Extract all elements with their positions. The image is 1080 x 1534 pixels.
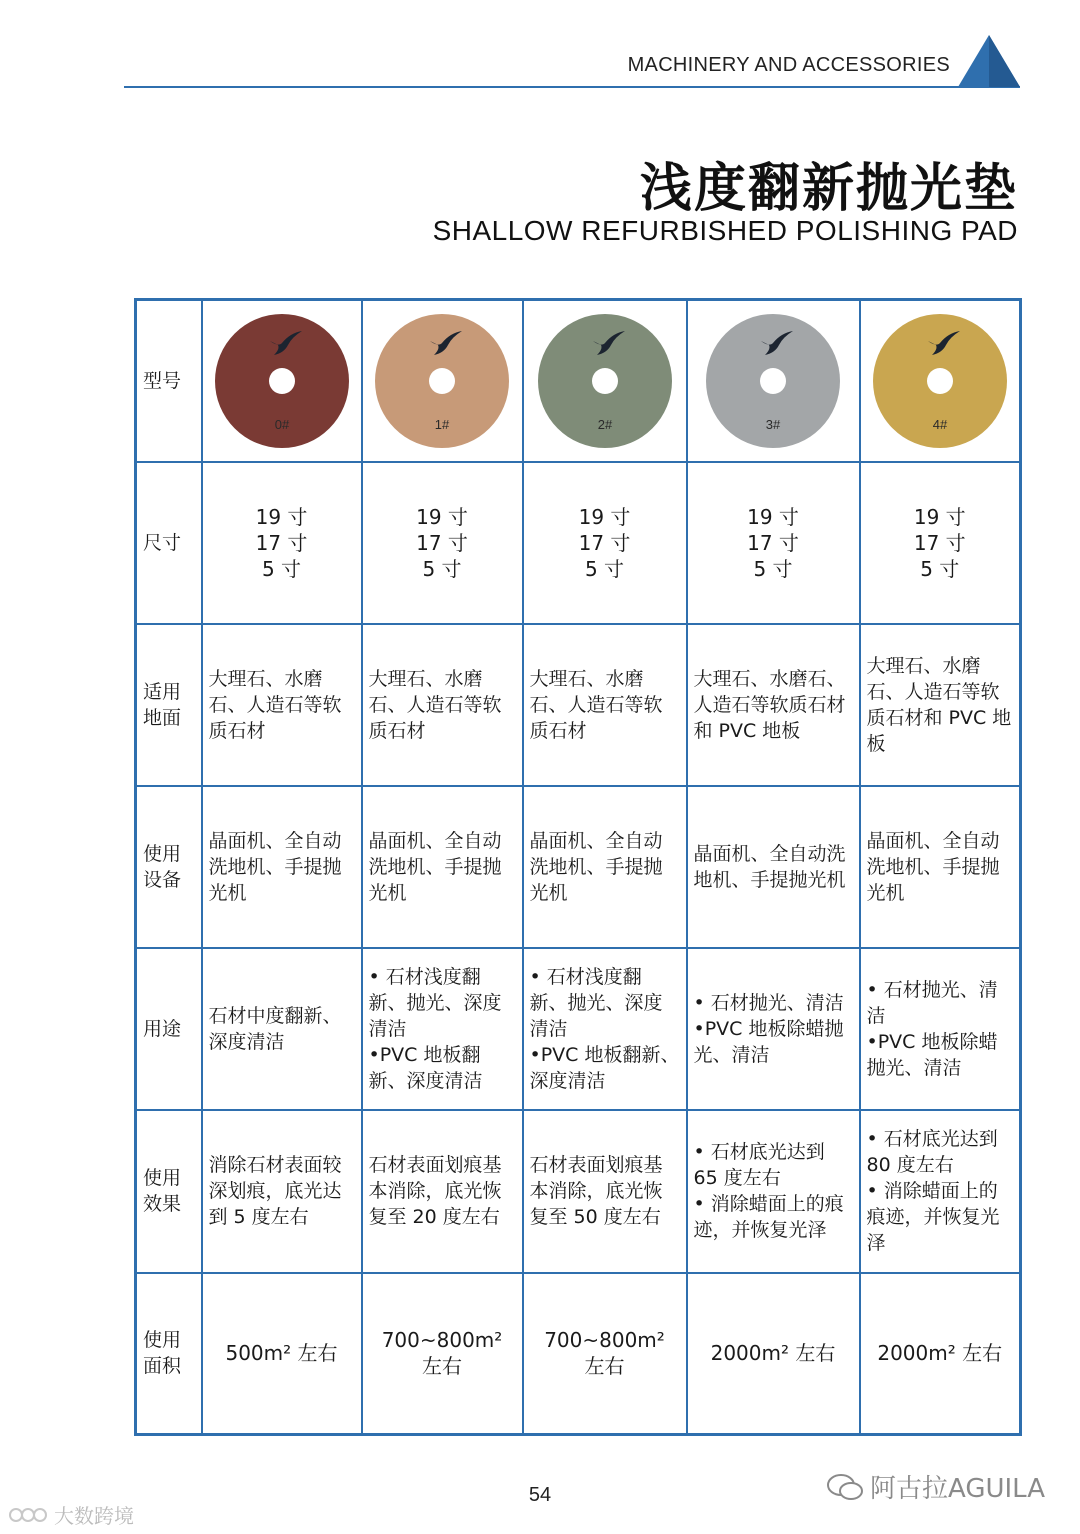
pad-image — [369, 311, 516, 451]
polishing-pad-icon — [372, 311, 512, 451]
row-effect — [136, 1110, 1021, 1273]
pad-cell — [202, 300, 362, 462]
equipment-cell: 晶面机、全自动洗地机、手提抛光机 — [523, 786, 687, 948]
equipment-cell: 晶面机、全自动洗地机、手提抛光机 — [202, 786, 362, 948]
size-cell: 19 寸 17 寸 5 寸 — [523, 462, 687, 624]
row-label-model: 型号 — [136, 300, 202, 462]
row-equipment — [136, 786, 1021, 948]
effect-cell: 消除石材表面较深划痕，底光达到 5 度左右 — [202, 1110, 362, 1273]
equipment-cell: 晶面机、全自动洗地机、手提抛光机 — [362, 786, 523, 948]
area-cell: 2000m² 左右 — [860, 1273, 1021, 1435]
row-surface — [136, 624, 1021, 786]
page-number: 54 — [528, 1484, 552, 1506]
pad-grade-label: 3# — [765, 416, 781, 432]
pad-cell — [523, 300, 687, 462]
pad-grade-label: 1# — [434, 416, 450, 432]
use-cell: • 石材抛光、清洁 •PVC 地板除蜡抛光、清洁 — [687, 948, 860, 1110]
row-size — [136, 462, 1021, 624]
watermark-left — [8, 1500, 134, 1529]
pad-cell — [687, 300, 860, 462]
size-cell: 19 寸 17 寸 5 寸 — [362, 462, 523, 624]
row-label-effect: 使用 效果 — [136, 1110, 202, 1273]
header-rule — [124, 86, 1020, 88]
section-header: MACHINERY AND ACCESSORIES — [627, 54, 950, 76]
pad-image — [209, 311, 355, 451]
row-label-size: 尺寸 — [136, 462, 202, 624]
area-cell: 700~800m² 左右 — [523, 1273, 687, 1435]
pad-grade-label: 0# — [274, 416, 289, 432]
surface-cell: 大理石、水磨石、人造石等软质石材 — [202, 624, 362, 786]
page-title-cn: 浅度翻新抛光垫 — [639, 159, 1018, 219]
watermark-right-text: 阿古拉AGUILA — [870, 1474, 1046, 1504]
row-label-area: 使用 面积 — [136, 1273, 202, 1435]
use-cell: • 石材抛光、清洁 •PVC 地板除蜡抛光、清洁 — [860, 948, 1021, 1110]
watermark-logo-icon — [8, 1505, 48, 1525]
effect-cell: 石材表面划痕基本消除，底光恢复至 20 度左右 — [362, 1110, 523, 1273]
pad-grade-label: 2# — [597, 416, 612, 432]
row-label-use: 用途 — [136, 948, 202, 1110]
surface-cell: 大理石、水磨石、人造石等软质石材和 PVC 地板 — [687, 624, 860, 786]
row-model — [136, 300, 1021, 462]
row-label-equipment: 使用 设备 — [136, 786, 202, 948]
header-triangle-icon — [958, 35, 1020, 87]
row-use — [136, 948, 1021, 1110]
pad-cell — [860, 300, 1021, 462]
wechat-icon — [826, 1472, 864, 1502]
surface-cell: 大理石、水磨石、人造石等软质石材和 PVC 地板 — [860, 624, 1021, 786]
size-cell: 19 寸 17 寸 5 寸 — [687, 462, 860, 624]
watermark-left-text: 大数跨境 — [54, 1504, 134, 1528]
polishing-pad-icon — [703, 311, 843, 451]
area-cell: 500m² 左右 — [202, 1273, 362, 1435]
polishing-pad-icon — [212, 311, 352, 451]
size-cell: 19 寸 17 寸 5 寸 — [202, 462, 362, 624]
use-cell: • 石材浅度翻新、抛光、深度清洁 •PVC 地板翻新、深度清洁 — [523, 948, 687, 1110]
row-label-surface: 适用 地面 — [136, 624, 202, 786]
area-cell: 2000m² 左右 — [687, 1273, 860, 1435]
equipment-cell: 晶面机、全自动洗地机、手提抛光机 — [860, 786, 1021, 948]
spec-table — [134, 298, 1022, 1436]
effect-cell: • 石材底光达到 65 度左右 • 消除蜡面上的痕迹，并恢复光泽 — [687, 1110, 860, 1273]
effect-cell: 石材表面划痕基本消除，底光恢复至 50 度左右 — [523, 1110, 687, 1273]
equipment-cell: 晶面机、全自动洗地机、手提抛光机 — [687, 786, 860, 948]
use-cell: • 石材浅度翻新、抛光、深度清洁 •PVC 地板翻新、深度清洁 — [362, 948, 523, 1110]
pad-image — [867, 311, 1014, 451]
pad-center-hole — [927, 368, 953, 394]
pad-center-hole — [760, 368, 786, 394]
pad-grade-label: 4# — [932, 416, 947, 432]
pad-image — [530, 311, 680, 451]
area-cell: 700~800m² 左右 — [362, 1273, 523, 1435]
pad-center-hole — [269, 368, 295, 394]
size-cell: 19 寸 17 寸 5 寸 — [860, 462, 1021, 624]
surface-cell: 大理石、水磨石、人造石等软质石材 — [362, 624, 523, 786]
polishing-pad-icon — [870, 311, 1010, 451]
pad-image — [694, 311, 853, 451]
surface-cell: 大理石、水磨石、人造石等软质石材 — [523, 624, 687, 786]
pad-center-hole — [429, 368, 455, 394]
use-cell: 石材中度翻新、深度清洁 — [202, 948, 362, 1110]
pad-cell — [362, 300, 523, 462]
watermark-right — [826, 1468, 1045, 1505]
row-area — [136, 1273, 1021, 1435]
page-title-en: SHALLOW REFURBISHED POLISHING PAD — [432, 215, 1018, 246]
polishing-pad-icon — [535, 311, 675, 451]
pad-center-hole — [592, 368, 618, 394]
effect-cell: • 石材底光达到 80 度左右 • 消除蜡面上的痕迹，并恢复光泽 — [860, 1110, 1021, 1273]
